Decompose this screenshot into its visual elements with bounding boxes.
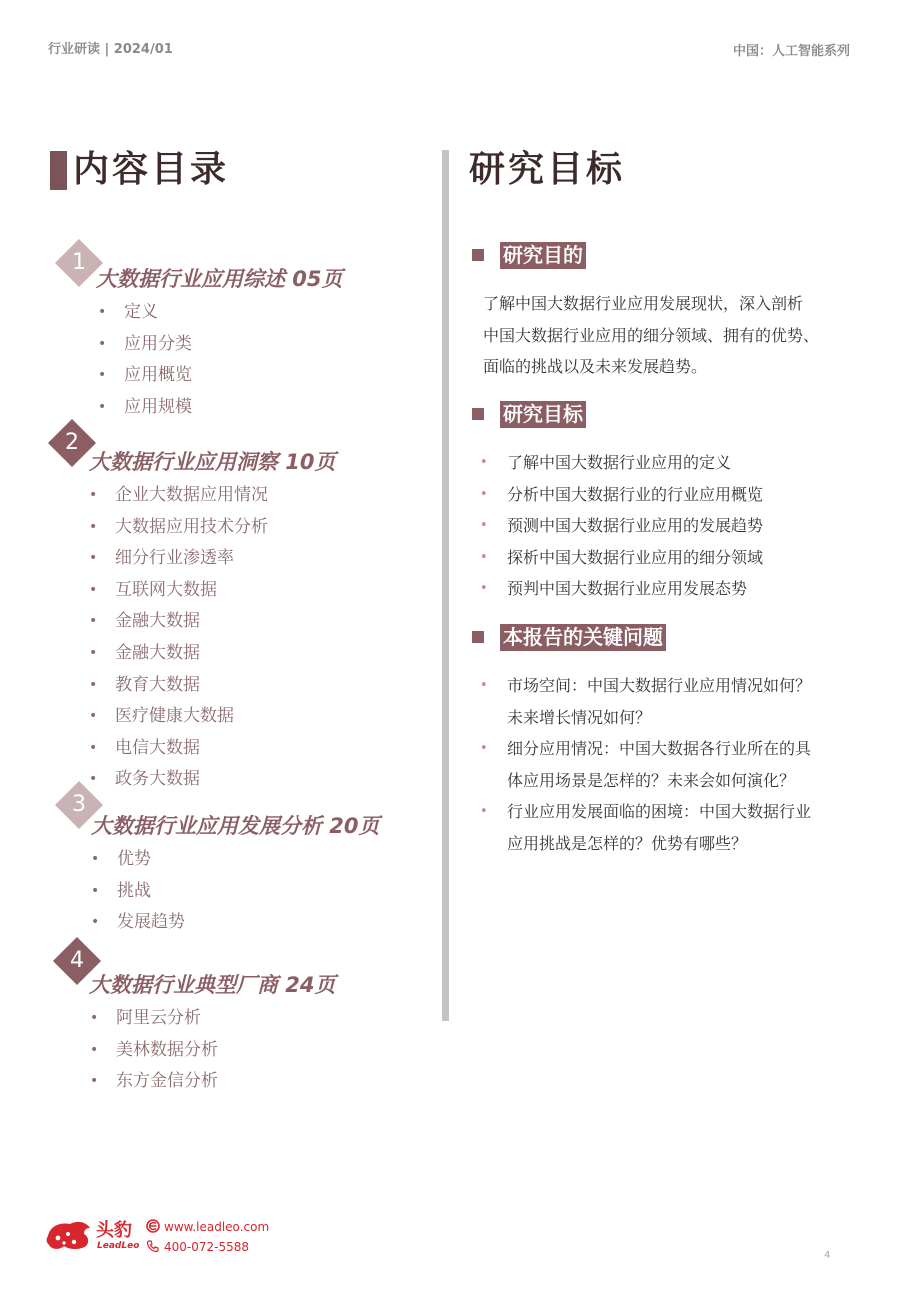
research-title: 研究目标 — [469, 149, 626, 190]
brand-name-cn: 头豹 — [96, 1220, 132, 1241]
question-line: • 细分应用情况：中国大数据各行业所在的具 — [507, 739, 812, 758]
page-number: 4 — [824, 1250, 831, 1261]
toc-item[interactable]: • 金融大数据 — [115, 638, 268, 670]
section-1-number: 1 — [72, 250, 86, 275]
toc-title-accent-bar — [50, 151, 67, 190]
toc-item[interactable]: • 金融大数据 — [115, 606, 268, 638]
questions-marker — [472, 631, 484, 643]
goal-item: • 分析中国大数据行业的行业应用概览 — [507, 479, 763, 511]
header-series: 中国：人工智能系列 — [732, 44, 850, 59]
purpose-line: 中国大数据行业应用的细分领域、拥有的优势、 — [483, 325, 820, 345]
toc-title: 内容目录 — [73, 149, 230, 190]
questions-label: 本报告的关键问题 — [500, 624, 666, 651]
question-line: • 行业应用发展面临的困境：中国大数据行业 — [507, 802, 812, 821]
section-3-number: 3 — [72, 792, 86, 817]
toc-item[interactable]: • 应用分类 — [124, 329, 192, 361]
section-1-title: 大数据行业应用综述 05页 — [96, 267, 343, 291]
toc-item[interactable]: • 政务大数据 — [115, 764, 268, 796]
purpose-line: 了解中国大数据行业应用发展现状，深入剖析 — [483, 294, 804, 313]
toc-item[interactable]: • 电信大数据 — [115, 733, 268, 765]
goal-item: • 预测中国大数据行业应用的发展趋势 — [507, 510, 763, 542]
toc-item[interactable]: • 企业大数据应用情况 — [115, 480, 268, 512]
goal-item: • 预判中国大数据行业应用发展态势 — [507, 573, 763, 605]
toc-item[interactable]: • 大数据应用技术分析 — [115, 512, 268, 544]
brand-name-en: LeadLeo — [97, 1241, 140, 1251]
section-3-title: 大数据行业应用发展分析 20页 — [91, 814, 380, 838]
toc-item[interactable]: • 医疗健康大数据 — [115, 701, 268, 733]
goal-item: • 探析中国大数据行业应用的细分领域 — [507, 542, 763, 574]
question-item — [507, 670, 811, 733]
phone-icon — [146, 1239, 160, 1253]
question-line: 应用挑战是怎样的？优势有哪些？ — [507, 833, 748, 853]
toc-item[interactable]: • 挑战 — [117, 876, 185, 908]
toc-item[interactable]: • 阿里云分析 — [116, 1003, 218, 1035]
purpose-label: 研究目的 — [500, 242, 586, 269]
browser-e-icon — [146, 1219, 160, 1233]
question-item — [507, 796, 811, 859]
toc-item[interactable]: • 发展趋势 — [117, 907, 185, 939]
question-item — [507, 733, 811, 796]
purpose-line: 面临的挑战以及未来发展趋势。 — [483, 357, 708, 376]
toc-item[interactable]: • 应用概览 — [124, 360, 192, 392]
question-line: 未来增长情况如何？ — [507, 707, 652, 727]
section-4-title: 大数据行业典型厂商 24页 — [89, 973, 336, 997]
toc-item[interactable]: • 东方金信分析 — [116, 1066, 218, 1098]
section-2-items — [115, 480, 268, 796]
column-divider — [442, 150, 449, 1021]
goal-item: • 了解中国大数据行业应用的定义 — [507, 447, 763, 479]
toc-item[interactable]: • 细分行业渗透率 — [115, 543, 268, 575]
toc-item[interactable]: • 优势 — [117, 844, 185, 876]
toc-item[interactable]: • 互联网大数据 — [115, 575, 268, 607]
section-4-number: 4 — [70, 948, 84, 973]
question-line: 体应用场景是怎样的？未来会如何演化？ — [507, 770, 796, 790]
header-report-type: 行业研读 | 2024/01 — [48, 42, 173, 57]
purpose-marker — [472, 249, 484, 261]
toc-item[interactable]: • 美林数据分析 — [116, 1035, 218, 1067]
goals-label: 研究目标 — [500, 401, 586, 428]
section-3-items — [117, 844, 185, 939]
toc-item[interactable]: • 教育大数据 — [115, 670, 268, 702]
question-line: • 市场空间：中国大数据行业应用情况如何？ — [507, 676, 812, 695]
phone-number: 400-072-5588 — [164, 1240, 250, 1254]
section-2-number: 2 — [65, 430, 79, 455]
toc-item[interactable]: • 应用规模 — [124, 392, 192, 424]
questions-list — [507, 670, 811, 859]
section-4-items — [116, 1003, 218, 1098]
leopard-logo-icon — [44, 1216, 94, 1254]
goals-list — [507, 447, 763, 605]
purpose-paragraph — [483, 288, 863, 383]
goals-marker — [472, 408, 484, 420]
section-1-items — [124, 297, 192, 423]
toc-item[interactable]: • 定义 — [124, 297, 192, 329]
section-2-title: 大数据行业应用洞察 10页 — [89, 450, 336, 474]
website-link[interactable]: www.leadleo.com — [164, 1220, 270, 1234]
